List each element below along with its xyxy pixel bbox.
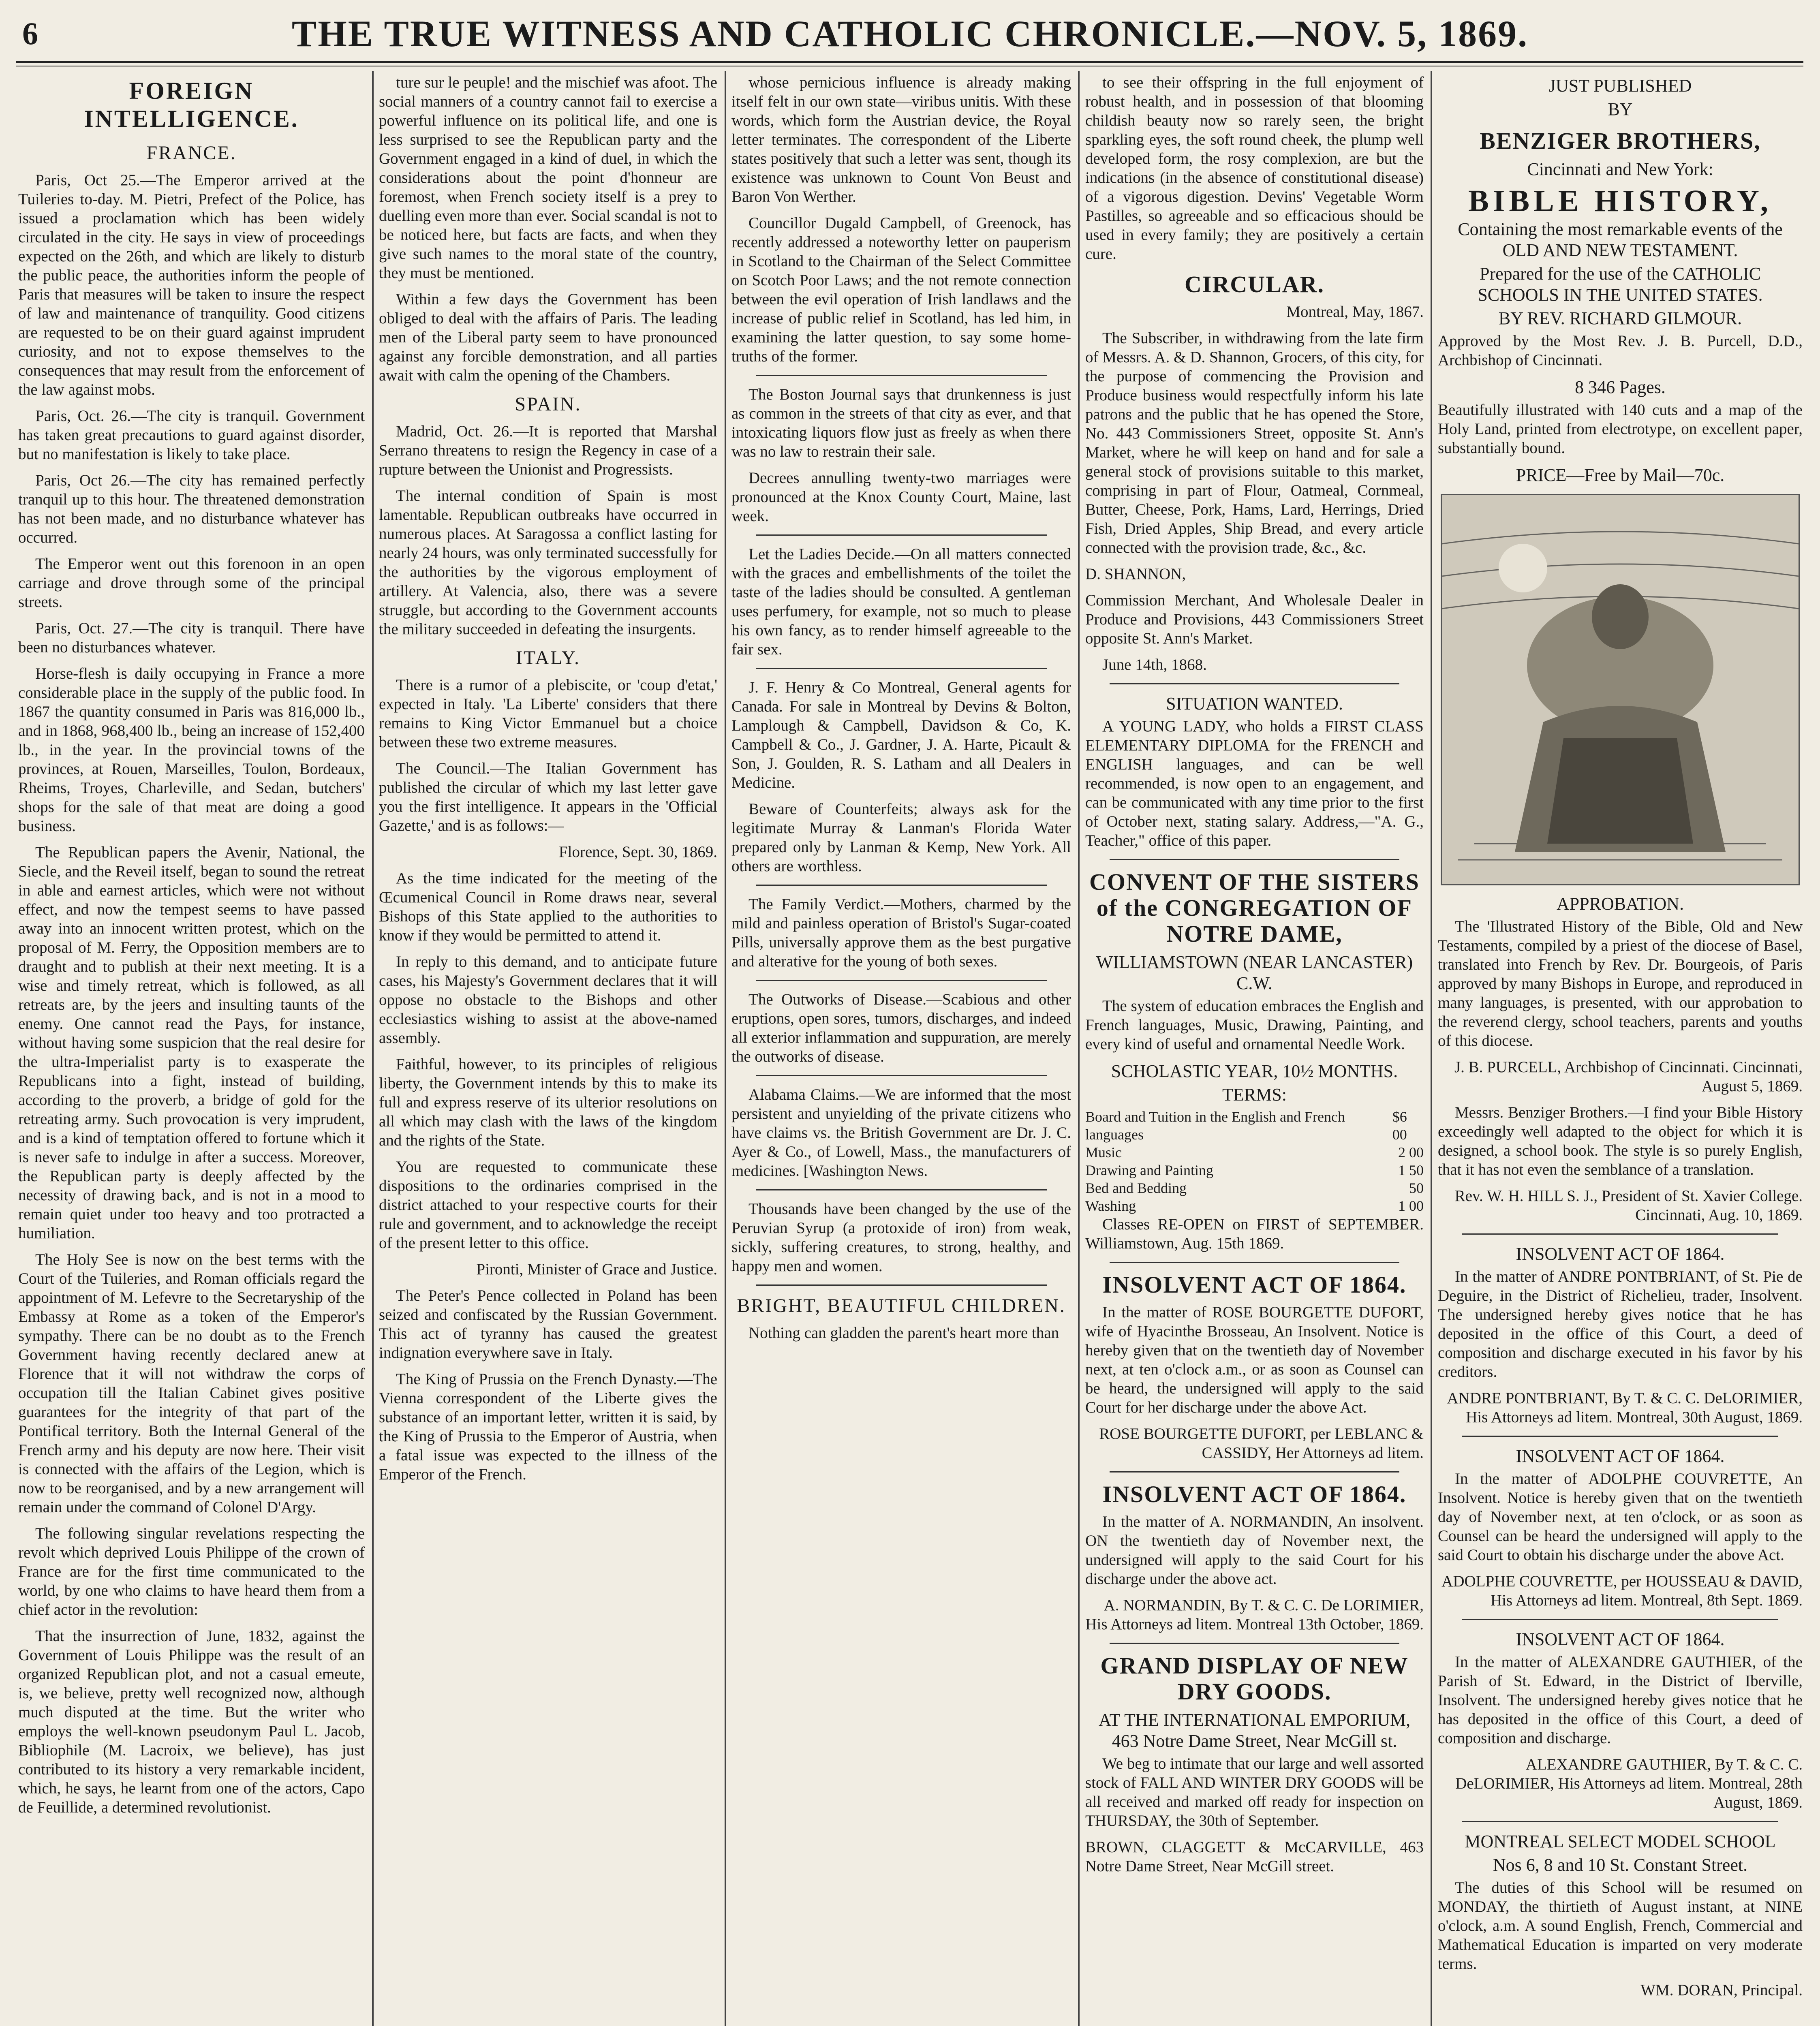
- divider: [1110, 859, 1399, 860]
- fee-item: Bed and Bedding: [1085, 1180, 1187, 1196]
- article-paragraph: You are requested to communicate these dispositions to the ordinaries comprised in the district attached to your respective courts for their rule and government, and to acknowledge the receipt of the present letter to this office.: [379, 1158, 717, 1252]
- article-paragraph: Decrees annulling twenty-two marriages were pronounced at the Knox County Court, Maine, last week.: [731, 469, 1071, 525]
- scholastic-year: SCHOLASTIC YEAR, 10½ MONTHS.: [1111, 1061, 1398, 1081]
- publisher-place: Cincinnati and New York:: [1527, 159, 1713, 179]
- insolvent-heading: INSOLVENT ACT OF 1864.: [1102, 1272, 1407, 1298]
- book-title: BIBLE HISTORY,: [1468, 184, 1772, 218]
- divider: [1110, 1643, 1399, 1644]
- article-paragraph: Councillor Dugald Campbell, of Greenock, has recently addressed a noteworthy letter on pauperism in Scotland to the Chairman of the Select Committee on Scotch Poor Laws; and the not remote connection between the evil operation of Irish landlaws and the increase of public relief in Scotland, has led him, in examining the latter question, to say some home-truths of the former.: [731, 214, 1071, 365]
- article-paragraph: The Holy See is now on the best terms with the Court of the Tuileries, and Roman officials regard the appointment of M. Lefevre to the Secretaryship of the Embassy at Rome as a token of the Emperor's sympathy. There can be no doubt as to the French Government having recently declared anew at Florence that it will not withdraw the corps of occupation till the Italian Cabinet gives positive guarantees for the integrity of that part of the Pontifical territory. Both the Internal General of the French army and his deputy are now here. Their visit is connected with the affairs of the Legion, which is now to be reorganised, and by a new arrangement will remain under the command of Colonel D'Argy.: [18, 1251, 365, 1516]
- masthead: THE TRUE WITNESS AND CATHOLIC CHRONICLE.—NOV. 5, 1869.: [291, 13, 1529, 54]
- circular-body: The Subscriber, in withdrawing from the late firm of Messrs. A. & D. Shannon, Grocers, of this city, for the purpose of commencing the Provision and Produce business would respectfully inform his late patrons and the public that he has opened the Store, No. 443 Commissioners Street, opposite St. Ann's Market, where he will keep on hand and for sale a general stock of provisions suitable to this market, comprising in part of Flour, Oatmeal, Cornmeal, Butter, Cheese, Pork, Hams, Lard, Herrings, Dried Fish, Dried Apples, Ship Bread, and every article connected with the provision trade, &c., &c.: [1085, 329, 1424, 556]
- article-paragraph: Nothing can gladden the parent's heart more than: [749, 1324, 1059, 1342]
- article-paragraph: Paris, Oct 26.—The city has remained perfectly tranquil up to this hour. The threatened demonstration has not been made, and no disturbance whatever has occurred.: [18, 472, 365, 546]
- letter-body: Messrs. Benziger Brothers.—I find your Bible History exceedingly well adapted to the object for which it is designed, a school book. The style is so purely English, that it has not even the semblance of a translation.: [1438, 1104, 1803, 1178]
- divider: [1462, 1233, 1778, 1235]
- book-author: BY REV. RICHARD GILMOUR.: [1498, 308, 1742, 328]
- engraving-icon: [1442, 495, 1799, 884]
- dry-goods-address: AT THE INTERNATIONAL EMPORIUM, 463 Notre Dame Street, Near McGill st.: [1098, 1710, 1411, 1751]
- article-paragraph: Beware of Counterfeits; always ask for the legitimate Murray & Lanman's Florida Water prepared only by Lanman & Kemp, New York. All others are worthless.: [731, 800, 1071, 875]
- circular-signature: D. SHANNON,: [1085, 565, 1186, 583]
- engraving-illustration: [1441, 494, 1800, 885]
- letter-signature: Rev. W. H. HILL S. J., President of St. Xavier College. Cincinnati, Aug. 10, 1869.: [1454, 1187, 1803, 1224]
- school-signature: WM. DORAN, Principal.: [1640, 1981, 1803, 1999]
- article-paragraph: ture sur le peuple! and the mischief was afoot. The social manners of a country cannot fail to exercise a powerful influence on its political life, and one is less surprised to see the Republican party and the Government engaged in a kind of duel, in which the considerations about the point d'honneur are foremost, when French society itself is a prey to duelling even more than ever. Social scandal is not to be noticed here, but facts are facts, and when they give such names to the moral state of the country, they must be mentioned.: [379, 74, 717, 282]
- header-rule: [16, 61, 1803, 63]
- divider: [756, 980, 1047, 981]
- article-paragraph: The internal condition of Spain is most lamentable. Republican outbreaks have occurred in numerous places. At Saragossa a conflict lasting for nearly 24 hours, was only terminated successfully for the authorities by the vigorous employment of artillery. At Valencia, also, there was a severe struggle, but according to the Government accounts the military succeeded in defeating the insurgents.: [379, 487, 717, 638]
- divider: [756, 885, 1047, 886]
- article-paragraph: Thousands have been changed by the use of the Peruvian Syrup (a protoxide of iron) from weak, sickly, suffering creatures, to strong, healthy, and happy men and women.: [731, 1200, 1071, 1275]
- dry-goods-body: We beg to intimate that our large and well assorted stock of FALL AND WINTER DRY GOODS will be all received and marked off ready for inspection on THURSDAY, the 30th of September.: [1085, 1755, 1424, 1829]
- article-paragraph: The Outworks of Disease.—Scabious and other eruptions, open sores, tumors, discharges, and indeed all exterior inflammation and suppuration, are merely the outworks of disease.: [731, 991, 1071, 1065]
- insolvent-body: In the matter of ALEXANDRE GAUTHIER, of the Parish of St. Edward, in the District of Iberville, Insolvent. The undersigned hereby gives notice that he has deposited in the office of this Court, a deed of composition and discharge.: [1438, 1653, 1803, 1747]
- divider: [1462, 1821, 1778, 1822]
- convent-footer: Classes RE-OPEN on FIRST of SEPTEMBER. Williamstown, Aug. 15th 1869.: [1085, 1216, 1424, 1252]
- article-paragraph: Horse-flesh is daily occupying in France a more considerable place in the supply of the public food. In 1867 the quantity consumed in Paris was 816,000 lb., and in 1868, 968,400 lb., being an increase of 152,400 lb., in the year. In the provincial towns of the provinces, at Rouen, Marseilles, Toulon, Bordeaux, Rheims, Troyes, Charleville, and Sedan, butchers' shops for the sale of that meat are doing a good business.: [18, 665, 365, 835]
- book-subtitle: Containing the most remarkable events of the OLD AND NEW TESTAMENT.: [1458, 219, 1783, 260]
- situation-body: A YOUNG LADY, who holds a FIRST CLASS ELEMENTARY DIPLOMA for the FRENCH and ENGLISH languages, and can be well recommended, is now open to an engagement, and can be communicated with any time prior to the first of October next, stating salary. Address,—"A. G., Teacher," office of this paper.: [1085, 718, 1424, 849]
- insolvent-heading: INSOLVENT ACT OF 1864.: [1516, 1629, 1725, 1649]
- column-4: [1085, 73, 1424, 2026]
- divider: [1462, 1619, 1778, 1620]
- divider: [756, 668, 1047, 669]
- book-price: PRICE—Free by Mail—70c.: [1516, 465, 1725, 485]
- page-number: 6: [22, 16, 38, 51]
- article-paragraph: Paris, Oct. 27.—The city is tranquil. There have been no disturbances whatever.: [18, 620, 365, 656]
- book-approved: Approved by the Most Rev. J. B. Purcell, D.D., Archbishop of Cincinnati.: [1438, 332, 1803, 369]
- article-paragraph: That the insurrection of June, 1832, against the Government of Louis Philippe was the result of an organized Republican plot, and not a casual emeute, is, we believe, pretty well recognized now, although much disputed at the time. But the writer who employs the well-known pseudonym Paul L. Jacob, Bibliophile (M. Lacroix, we believe), has just contributed to its history a very remarkable incident, which, he says, he learnt from one of the actors, Capo de Feuillide, a determined revolutionist.: [18, 1627, 365, 1816]
- convent-body: The system of education embraces the English and French languages, Music, Drawing, Painting, and every kind of useful and ornamental Needle Work.: [1085, 997, 1424, 1053]
- article-paragraph: The King of Prussia on the French Dynasty.—The Vienna correspondent of the Liberte gives the substance of an important letter, written it is said, by the King of Prussia to the Emperor of Austria, when a fatal issue was expected to the illness of the Emperor of the French.: [379, 1370, 717, 1483]
- article-paragraph: In reply to this demand, and to anticipate future cases, his Majesty's Government declares that it will oppose no obstacle to the Bishops and other ecclesiastics wishing to assist at the above-named assembly.: [379, 953, 717, 1047]
- insolvent-heading: INSOLVENT ACT OF 1864.: [1102, 1481, 1407, 1507]
- article-paragraph: Paris, Oct 25.—The Emperor arrived at the Tuileries to-day. M. Pietri, Prefect of the Police, has issued a proclamation which has been widely circulated in the city. He says in view of proceedings expected on the 26th, and which are likely to disturb the public peace, the authorities inform the people of Paris that measures will be taken to insure the respect of law and maintenance of tranquility. Good citizens are requested to be on their guard against imprudent curiosity, and not to expose themselves to the consequences that may result from the enforcement of the law against mobs.: [18, 171, 365, 398]
- column-3: [731, 73, 1071, 2026]
- divider: [756, 1284, 1047, 1286]
- article-paragraph: The Family Verdict.—Mothers, charmed by the mild and painless operation of Bristol's Sugar-coated Pills, universally approve them as the best purgative and alterative for the young of both sexes.: [731, 895, 1071, 970]
- column-rule: [372, 71, 374, 2026]
- column-rule: [1431, 71, 1432, 2026]
- ad-just-published: JUST PUBLISHED: [1548, 76, 1692, 96]
- article-paragraph: J. F. Henry & Co Montreal, General agents for Canada. For sale in Montreal by Devins & Bolton, Lamplough & Campbell, Davidson & Co, K. Campbell & Co., J. Gardner, J. A. Harte, Picault & Son, J. Goulden, R. S. Latham and all Dealers in Medicine.: [731, 679, 1071, 791]
- divider: [1462, 1436, 1778, 1437]
- school-body: The duties of this School will be resumed on MONDAY, the thirtieth of August instant, at NINE o'clock, a.m. A sound English, French, Commercial and Mathematical Education is imparted on very moderate terms.: [1438, 1879, 1803, 1973]
- insolvent-signature: A. NORMANDIN, By T. & C. C. De LORIMIER, His Attorneys ad litem. Montreal 13th October, 1869.: [1085, 1596, 1424, 1633]
- divider: [1110, 1262, 1399, 1263]
- insolvent-body: In the matter of ANDRE PONTBRIANT, of St. Pie de Deguire, in the District of Richelieu, trader, Insolvent. The undersigned hereby gives notice that he has deposited in the office of this Court, a deed of composition and discharge executed in his favor by his creditors.: [1438, 1268, 1803, 1381]
- convent-heading: CONVENT OF THE SISTERS of the CONGREGATION OF NOTRE DAME,: [1089, 869, 1420, 947]
- dry-goods-signature: BROWN, CLAGGETT & McCARVILLE, 463 Notre Dame Street, Near McGill street.: [1085, 1838, 1424, 1875]
- insolvent-signature: ROSE BOURGETTE DUFORT, per LEBLANC & CASSIDY, Her Attorneys ad litem.: [1099, 1425, 1424, 1462]
- divider: [1110, 1471, 1399, 1472]
- article-paragraph: The Emperor went out this forenoon in an open carriage and drove through some of the principal streets.: [18, 555, 365, 611]
- book-prepared: Prepared for the use of the CATHOLIC SCHOOLS IN THE UNITED STATES.: [1478, 264, 1763, 305]
- section-heading: BRIGHT, BEAUTIFUL CHILDREN.: [737, 1295, 1066, 1316]
- insolvent-signature: ANDRE PONTBRIANT, By T. & C. C. DeLORIMIER, His Attorneys ad litem. Montreal, 30th August, 1869.: [1447, 1389, 1803, 1426]
- approbation-heading: APPROBATION.: [1556, 894, 1684, 914]
- article-paragraph: The Boston Journal says that drunkenness is just as common in the streets of that city as ever, and that intoxicating liquors flow just as freely as when there was no law to restrain their sale.: [731, 386, 1071, 460]
- article-paragraph: Let the Ladies Decide.—On all matters connected with the graces and embellishments of the toilet the taste of the ladies should be consulted. A gentleman uses perfumery, for example, not so much to please his own fancy, as to render himself agreeable to the fair sex.: [731, 545, 1071, 658]
- ad-by: BY: [1608, 99, 1633, 119]
- column-5: [1438, 73, 1803, 2026]
- divider: [756, 375, 1047, 376]
- fee-row: [1085, 1197, 1424, 1215]
- insolvent-body: In the matter of ROSE BOURGETTE DUFORT, wife of Hyacinthe Brosseau, An Insolvent. Notice is hereby given that on the twentieth day of November next, at ten o'clock a.m., or as soon as Counsel can be heard, the undersigned will apply to the said Court for her discharge under the above Act.: [1085, 1304, 1424, 1416]
- fees-table: [1085, 1108, 1424, 1215]
- signature: Pironti, Minister of Grace and Justice.: [476, 1261, 717, 1278]
- school-address: Nos 6, 8 and 10 St. Constant Street.: [1493, 1855, 1748, 1875]
- article-paragraph: Paris, Oct. 26.—The city is tranquil. Government has taken great precautions to guard against disorder, but no manifestation is likely to take place.: [18, 407, 365, 463]
- article-paragraph: to see their offspring in the full enjoyment of robust health, and in possession of that blooming childish beauty now so rarely seen, the bright sparkling eyes, the soft round cheek, the plump well developed form, the rosy complexion, are but the indications (in the absence of constitutional disease) of a vigorous digestion. Devins' Vegetable Worm Pastilles, so agreeable and so efficacious should be used in every family; they are positively a certain cure.: [1085, 74, 1424, 263]
- circular-heading: CIRCULAR.: [1184, 271, 1325, 297]
- article-paragraph: There is a rumor of a plebiscite, or 'coup d'etat,' expected in Italy. 'La Liberte' considers that there remains to King Victor Emmanuel but a choice between these two extreme measures.: [379, 676, 717, 751]
- book-pages: 8 346 Pages.: [1575, 377, 1666, 397]
- section-heading-spain: SPAIN.: [515, 393, 582, 415]
- insolvent-signature: ADOLPHE COUVRETTE, per HOUSSEAU & DAVID, His Attorneys ad litem. Montreal, 8th Sept. 1869.: [1441, 1573, 1803, 1609]
- fee-item: Drawing and Painting: [1085, 1162, 1213, 1178]
- fee-item: Washing: [1085, 1198, 1136, 1214]
- terms-label: TERMS:: [1222, 1085, 1287, 1105]
- article-paragraph: whose pernicious influence is already making itself felt in our own state—viribus unitis. With these words, which form the Austrian device, the Royal letter terminates. The correspondent of the Liberte states positively that such a letter was sent, though its existence was unknown to Count Von Beust and Baron Von Werther.: [731, 74, 1071, 205]
- insolvent-body: In the matter of ADOLPHE COUVRETTE, An Insolvent. Notice is hereby given that on the twentieth day of November next, at ten o'clock, or as soon as Counsel can be heard the undersigned will apply to the said Court to obtain his discharge under the above Act.: [1438, 1470, 1803, 1564]
- column-1: [18, 73, 365, 2026]
- section-heading-italy: ITALY.: [515, 647, 581, 669]
- fee-row: [1085, 1179, 1424, 1197]
- circular-footer: June 14th, 1868.: [1102, 656, 1207, 673]
- fee-amount: 1 00: [1398, 1198, 1424, 1214]
- article-paragraph: Alabama Claims.—We are informed that the most persistent and unyielding of the private citizens who have claims vs. the British Government are Dr. J. C. Ayer & Co., of Lowell, Mass., the manufacturers of medicines. [Washington News.: [731, 1086, 1071, 1180]
- column-rule: [725, 71, 726, 2026]
- school-heading: MONTREAL SELECT MODEL SCHOOL: [1465, 1832, 1776, 1851]
- column-2: [379, 73, 717, 2026]
- divider: [756, 1075, 1047, 1076]
- fee-amount: 50: [1409, 1180, 1424, 1196]
- fee-row: [1085, 1143, 1424, 1161]
- article-paragraph: Faithful, however, to its principles of religious liberty, the Government intends by this to make its full and express reserve of its ulterior resolutions on all which may clash with the laws of the kingdom and the rights of the State.: [379, 1056, 717, 1149]
- article-paragraph: The Peter's Pence collected in Poland has been seized and confiscated by the Russian Government. This act of tyranny has caused the greatest indignation everywhere save in Italy.: [379, 1287, 717, 1361]
- fee-item: Music: [1085, 1144, 1122, 1160]
- book-illustrations: Beautifully illustrated with 140 cuts and a map of the Holy Land, printed from electrotype, on excellent paper, substantially bound.: [1438, 401, 1803, 457]
- divider: [756, 534, 1047, 536]
- insolvent-signature: ALEXANDRE GAUTHIER, By T. & C. C. DeLORIMIER, His Attorneys ad litem. Montreal, 28th August, 1869.: [1455, 1756, 1803, 1811]
- fee-amount: 2 00: [1398, 1144, 1424, 1160]
- article-paragraph: Within a few days the Government has been obliged to deal with the affairs of Paris. The leading men of the Liberal party seem to have pronounced against any forcible demonstration, and all parties await with calm the opening of the Chambers.: [379, 291, 717, 384]
- fee-row: [1085, 1161, 1424, 1179]
- dry-goods-heading: GRAND DISPLAY OF NEW DRY GOODS.: [1100, 1652, 1409, 1705]
- divider: [1110, 683, 1399, 684]
- article-paragraph: The following singular revelations respecting the revolt which deprived Louis Philippe of the crown of France are for the first time communicated to the world, by one who claims to have heard them from a chief actor in the revolution:: [18, 1525, 365, 1618]
- divider: [756, 1189, 1047, 1190]
- page-header: [0, 0, 1820, 61]
- insolvent-heading: INSOLVENT ACT OF 1864.: [1516, 1244, 1725, 1264]
- insolvent-heading: INSOLVENT ACT OF 1864.: [1516, 1446, 1725, 1466]
- article-paragraph: As the time indicated for the meeting of the Œcumenical Council in Rome draws near, several Bishops of this State applied to the authorities to know if they would be permitted to attend it.: [379, 870, 717, 944]
- circular-date: Montreal, May, 1867.: [1286, 303, 1424, 321]
- fee-row: [1085, 1108, 1424, 1143]
- section-heading: FOREIGN INTELLIGENCE.: [84, 77, 299, 132]
- situation-heading: SITUATION WANTED.: [1166, 694, 1343, 714]
- article-paragraph: The Council.—The Italian Government has published the circular of which my last letter gave you the first intelligence. It appears in the 'Official Gazette,' and is as follows:—: [379, 760, 717, 834]
- article-paragraph: Madrid, Oct. 26.—It is reported that Marshal Serrano threatens to resign the Regency in case of a rupture between the Unionist and Progressists.: [379, 423, 717, 478]
- dateline: Florence, Sept. 30, 1869.: [558, 843, 717, 861]
- approbation-body: The 'Illustrated History of the Bible, Old and New Testaments, compiled by a priest of the diocese of Basel, translated into French by Rev. Dr. Bourgeois, of Paris approved by many Bishops in Europe, and reproduced in many languages, is presented, with our approbation to the reverend clergy, school teachers, parents and youths of this diocese.: [1438, 918, 1803, 1049]
- fee-amount: $6 00: [1392, 1109, 1407, 1143]
- insolvent-body: In the matter of A. NORMANDIN, An insolvent. ON the twentieth day of November next, the undersigned will apply to the said Court for his discharge under the above act.: [1085, 1513, 1424, 1588]
- approbation-signature: J. B. PURCELL, Archbishop of Cincinnati. Cincinnati, August 5, 1869.: [1454, 1058, 1803, 1095]
- fee-item: Board and Tuition in the English and French languages: [1085, 1109, 1345, 1143]
- convent-place: WILLIAMSTOWN (NEAR LANCASTER) C.W.: [1096, 952, 1413, 993]
- column-rule: [1078, 71, 1080, 2026]
- subsection-heading: FRANCE.: [146, 142, 237, 164]
- circular-address: Commission Merchant, And Wholesale Dealer in Produce and Provisions, 443 Commissioners Street opposite St. Ann's Market.: [1085, 592, 1424, 647]
- fee-amount: 1 50: [1398, 1162, 1424, 1178]
- article-paragraph: The Republican papers the Avenir, National, the Siecle, and the Reveil itself, began to sound the retreat in able and earnest articles, which were not without effect, and now the tempest seems to have passed away into an innocent written protest, which on the proposal of M. Ferry, the Opposition members are to draught and to publish at their next meeting. It is a wise and timely retreat, which is followed, as all retreats are, by the jeers and insulting taunts of the enemy. One cannot read the Pays, for instance, without having some suspicion that the real desire for the ultra-Imperialist party is to exasperate the Republicans into a fight, instead of building, according to the proverb, a bridge of gold for the retreating army. Such provocation is very imprudent, and is a kind of temptation offered to fortune which it is never safe to indulge in after a success. Moreover, the Republican party is deeply affected by the necessity of drawing back, and is not in a mood to remain quiet under too heavy and too protracted a humiliation.: [18, 844, 365, 1242]
- publisher-name: BENZIGER BROTHERS,: [1480, 128, 1761, 154]
